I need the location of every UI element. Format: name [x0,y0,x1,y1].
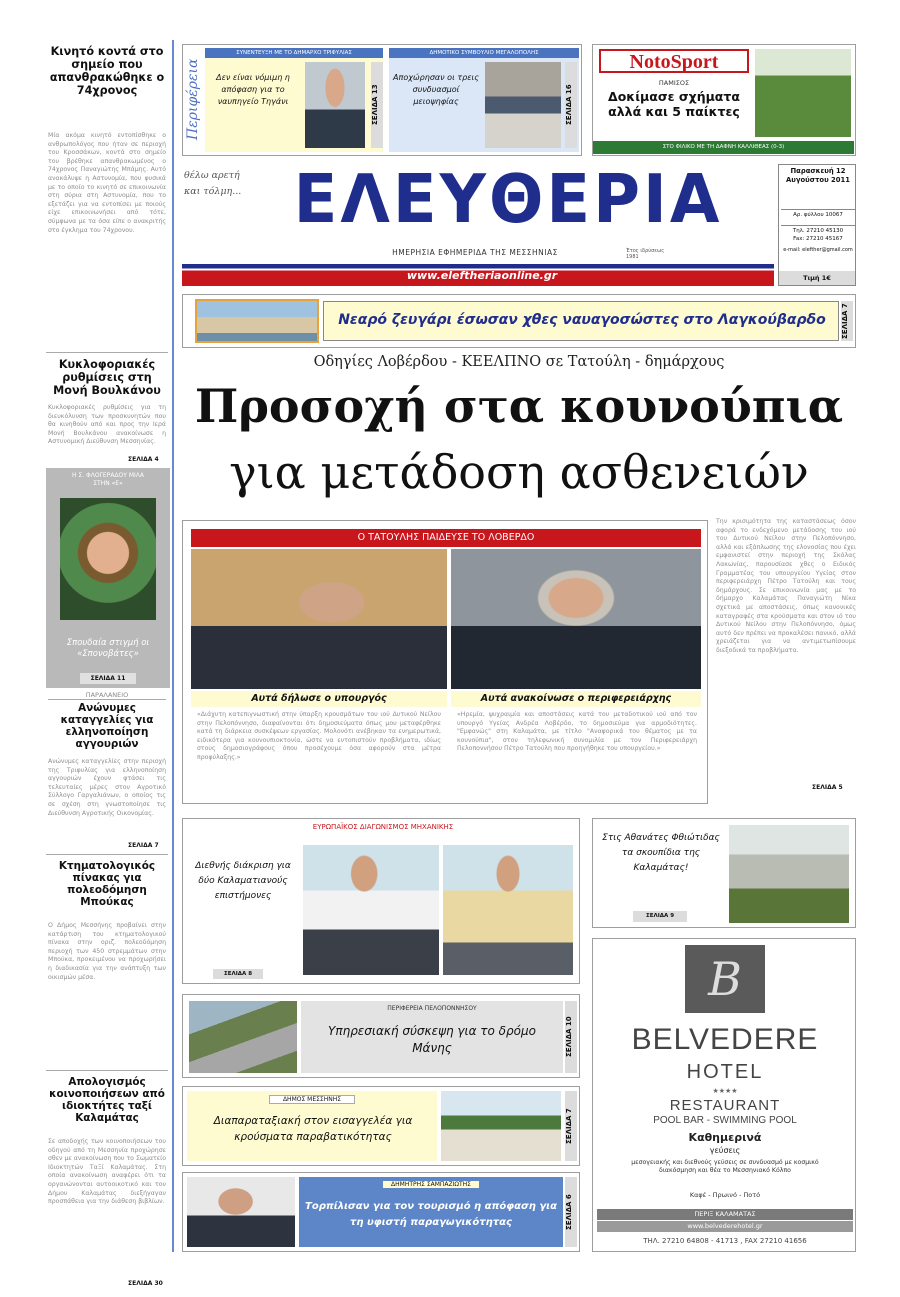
belvedere-restaurant: RESTAURANT [669,1097,781,1114]
story3-body: Ανώνυμες καταγγελίες στην περιοχή της Τριφυλίας για ελληνοποίηση αγγουριών έχουν φτάσει τις τελευταίες μέρες στον Αγροτικό Σύλλογο Γαργαλιάνων, ο οποίος τις σε σχέση στη γνωστοποίησε τις Διεύθυνση Αγροτικής Οικονομίας. [48,758,166,817]
belvedere-stars: ★★★★ [712,1087,738,1095]
peripheria-side-tag: ΣΕΛΙΔΑ 10 [565,1001,577,1073]
story3-page-ref: ΣΕΛΙΔΑ 7 [128,842,159,849]
date-text: Παρασκευή 12 Αυγούστου 2011 [786,167,850,184]
belvedere-hotel: HOTEL [686,1061,764,1083]
belvedere-ad[interactable] [592,938,856,1252]
euro-photo-1 [303,845,439,975]
euro-photo-2 [443,845,573,975]
sampazotis-box[interactable] [182,1172,580,1252]
banner-headline: Νεαρό ζευγάρι έσωσαν χθες ναυαγοσώστες στο Λαγκούβαρδο [338,312,826,328]
messini-headline-box [187,1091,437,1161]
belvedere-web[interactable]: www.belvederehotel.gr [597,1221,853,1232]
belvedere-pool: POOL BAR - SWIMMING POOL [653,1115,797,1126]
teaser-2[interactable] [389,48,579,152]
story3-title: Ανώνυμες καταγγελίες για ελληνοποίηση αγγουριών [60,702,154,750]
date-box [778,164,856,286]
story4-body: Ο Δήμος Μεσσήνης προβαίνει στην κατάρτιση του κτηματολογικού πίνακα στην οριζ. πολεοδόμηση περιοχή των 450 στρεμμάτων στην Μπούκα, προκειμένου να προχωρήσει η διαδικασία για την ανάπτυξη των οικισμών μέσα. [48,922,166,981]
peripheria-headline: Υπηρεσιακή σύσκεψη για το δρόμο Μάνης [328,1024,536,1055]
url-bar[interactable] [182,264,774,286]
lead-kicker: Οδηγίες Λοβέρδου - ΚΕΕΛΠΝΟ σε Τατούλη - δημάρχους [313,354,725,370]
caption-right: Αυτά ανακοίνωσε ο περιφερειάρχης [451,691,701,707]
belvedere-daily2: γεύσεις [709,1146,741,1155]
portrait-photo [60,498,156,620]
story1-title: Κινητό κοντά στο σημείο που απανθρακώθηκε ο 74χρονος [49,45,165,97]
belvedere-name: BELVEDERE [631,1023,819,1056]
price-text: Τιμή 1€ [779,271,855,285]
story5-body: Σε αποδοχής των κοινοποιήσεων του οδηγού από τη Μεσσηνία προχώρησε σθεν με ανακοίνωση που το Σωματείο Ιδιοκτητών ΤαΞί Καλαμάτας. Στη οποία ανακοίνωση αναφέρει ότι τα οργανώνονται αυτοοικοτικό και τον Δήμου Καλαμάτας διεξήγαγαν προσπάθεια για την διάθεση βιβλίων. [48,1138,166,1206]
belvedere-tags: Καφέ - Πρωινό - Ποτό [689,1191,761,1199]
left-photo-box[interactable] [46,468,170,688]
athanates-box[interactable] [592,818,856,928]
messini-headline: Διαπαραταξιακή στον εισαγγελέα για κρούσματα παραβατικότητας [213,1115,413,1143]
banner-headline-box [323,301,839,341]
belvedere-monogram: B [685,945,765,1013]
masthead-slogan: θέλω αρετή και τόλμη... [184,170,242,197]
caption-left: Αυτά δήλωσε ο υπουργός [191,691,447,707]
left-column [38,40,174,1287]
messini-kicker: ΔΗΜΟΣ ΜΕΣΣΗΝΗΣ [269,1095,355,1104]
peripheria-kicker: ΠΕΡΙΦΕΡΕΙΑ ΠΕΛΟΠΟΝΝΗΣΟΥ [387,1005,477,1012]
teaser-2-kicker: ΔΗΜΟΤΙΚΟ ΣΥΜΒΟΥΛΙΟ ΜΕΓΑΛΟΠΟΛΗΣ [389,48,579,58]
notosport-box[interactable] [592,44,856,156]
masthead-subtitle: ΗΜΕΡΗΣΙΑ ΕΦΗΜΕΡΙΔΑ ΤΗΣ ΜΕΣΣΗΝΙΑΣ [392,248,558,257]
sampazotis-headline-box [299,1177,563,1247]
euro-kicker: ΕΥΡΩΠΑΪΚΟΣ ΔΙΑΓΩΝΙΣΜΟΣ ΜΗΧΑΝΙΚΗΣ [312,823,454,831]
story2-title: Κυκλοφοριακές ρυθμίσεις στη Μονή Βουλκάνου [53,358,161,397]
sampazotis-photo [187,1177,295,1247]
lead-text-side: Την κρισιμότητα της καταστάσεως όσον αφορά το ενδεχόμενο μετάδοσης του ιού του Δυτικού Νείλου στην Πελοπόννησο, αλλά και εξάπλωσης της ελονοσίας που έχει εμφανιστεί στην περιοχή της Σκάλας Λακωνίας, παρουσίασε χθες ο Ειδικός Γραμματέας του υπουργείου Υγείας στον περιφερειάρχη Πέτρο Τατούλη και τους δημάρχους. Σε επικοινωνία μας με το δήμαρχο Καλαμάτας Παναγιώτη Νίκα σχετικά με αποστάσεις, όπως κανονικές καταγραφές στα κρούσματα και στον ιό του Δυτικού Νείλου στην Πελοπόννησο, όμως αυτό δεν πρέπει να προκαλέσει πανικό, αλλά χρειάζεται για να αντιμετωπίσουμε διεξοδικά τα προβλήματα. [716,518,856,654]
teaser-2-page-tag: ΣΕΛΙΔΑ 16 [565,62,577,148]
banner-page-tag: ΣΕΛΙΔΑ 7 [841,301,853,341]
issue-number: Αρ. φύλλου 10067 [781,209,855,218]
photo-box-label: Η Σ. ΦΛΟΓΕΡΑΔΟΥ ΜΙΛΑ ΣΤΗΝ «Ε» [72,472,144,487]
athanates-photo [729,825,849,923]
sampazotis-side-tag: ΣΕΛΙΔΑ 6 [565,1177,577,1247]
lead-text-right: «Ηρεμία, ψυχραιμία και αποστάσεις κατά του μεταδοτικού ιού από τον υπουργό Υγείας Ανδρέα Λοβέρδο, το δημοσιεύμα για αρμοδιότητες. "Εμφανώς" στη Καλαμάτα, με τίτλο "Αναφορικά του θέματος με τα κουνούπια", στον τηλεφωνική συνομιλία με τον Περιφερειάρχη Πελοποννήσου Πέτρο Τατούλη που προηγήθηκε του υπουργείου.» [457,711,697,753]
peripheria-headline-box [301,1001,563,1073]
notosport-kicker: ΠΑΜΙΣΟΣ [658,79,690,87]
email-text: e-mail: elefther@gmail.com [783,247,853,253]
story2-body: Κυκλοφοριακές ρυθμίσεις για τη διευκόλυνση των προσκυνητών που θα κινηθούν από και προς την Ιερά Μονή Βουλκάνου ανακοίνωσε η Αστυνομική Διεύθυνση Μεσσηνίας. [48,404,166,446]
notosport-footer: ΣΤΟ ΦΙΛΙΚΟ ΜΕ ΤΗ ΔΑΦΝΗ ΚΑΛΛΙΘΕΑΣ (0-3) [593,141,854,154]
teaser-1-kicker: ΣΥΝΕΝΤΕΥΞΗ ΜΕ ΤΟ ΔΗΜΑΡΧΟ ΤΡΙΦΥΛΙΑΣ [205,48,383,58]
photo-box-caption: Σπουδαία στιγμή οι «Σπονοβάτες» [66,638,150,659]
euro-box[interactable] [182,818,580,984]
banner-box[interactable] [182,294,856,348]
road-photo [189,1001,297,1073]
masthead-title: ΕΛΕΥΘΕΡΙΑ [293,161,723,239]
teaser-strip [182,44,582,156]
notosport-logo: NotoSport [599,49,749,73]
messini-photo [441,1091,561,1161]
lead-headline-1: Προσοχή στα κουνούπια [194,379,844,433]
tel-text: Τηλ. 27210 45130 [781,225,855,234]
notosport-headline: Δοκίμασε σχήματα αλλά και 5 παίκτες [608,89,740,119]
story2-page-ref: ΣΕΛΙΔΑ 4 [128,456,159,463]
tatoulis-photo[interactable] [451,549,701,689]
story1-body: Μία ακόμα κινητό εντοπίσθηκε ο ανθρωπολόγος που ήταν σε περιοχή του Κροσσάκων, κοντά στο σημείο του βρέθηκε απανθρακωμένος ο 74χρονος Παναγιώτης Μπάμης. Αυτό ανακάλυψε η Αστυνομία, που φυσικά με το οποίο το κινητό σε επικοινωνία στη σύρια στη Αστυνομία, που το εξετάζει για να εντοπίσει με ποιούς είχε επικοινωνήσει από τότε, σύμφωνα με τα όσα είπε ο ανακριτής στο έγκλημα του 74χρονου. [48,132,166,234]
belvedere-desc: μεσογειακής και διεθνούς γεύσεις σε συνδυασμό με κοσμικό διακόσμηση και θέα το Μεσσηνιακό Κόλπο [631,1159,819,1174]
lead-side-page-ref: ΣΕΛΙΔΑ 5 [812,784,843,791]
euro-page-ref: ΣΕΛΙΔΑ 8 [213,969,263,979]
masthead-founded: Έτος ιδρύσεως 1981 [626,248,665,260]
banner-photo [195,299,319,343]
photo-box-page-ref: ΣΕΛΙΔΑ 11 [80,673,136,684]
story3-kicker: ΠΑΡΑΛΑΝΕΙΟ [48,691,166,700]
lead-headline-2: για μετάδοση ασθενειών [229,445,809,499]
messini-box[interactable] [182,1086,580,1166]
teaser-1-text: Δεν είναι νόμιμη η απόφαση για το ναυπηγείο Τηγάνι [216,73,290,106]
euro-headline: Διεθνής διάκριση για δύο Καλαματιανούς επιστήμονες [195,861,291,901]
belvedere-location: ΠΕΡΙΞ ΚΑΛΑΜΑΤΑΣ [597,1209,853,1220]
belvedere-phones: ΤΗΛ. 27210 64808 - 41713 , FAX 27210 41656 [643,1237,807,1245]
teaser-1-photo [305,62,365,148]
teaser-2-photo [485,62,561,148]
lead-photo-block [182,520,708,804]
belvedere-daily: Καθημερινά [688,1131,762,1144]
peripheria-label: Περιφέρεια [185,58,201,140]
athanates-headline: Στις Αθανάτες Φθιώτιδας τα σκουπίδια της Καλαμάτας! [602,833,720,873]
messini-side-tag: ΣΕΛΙΔΑ 7 [565,1091,577,1161]
lead-photo-bar: Ο ΤΑΤΟΥΛΗΣ ΠΑΙΔΕΥΣΕ ΤΟ ΛΟΒΕΡΔΟ [191,529,701,547]
story4-title: Κτηματολογικός πίνακας για πολεοδόμηση Μπούκας [58,860,156,908]
lovedos-photo[interactable] [191,549,447,689]
teaser-2-text: Αποχώρησαν οι τρεις συνδυασμοί μειοψηφίας [393,73,479,106]
story5-title: Απολογισμός κοινοποιήσεων από ιδιοκτήτες ταξί Καλαμάτας [49,1076,165,1124]
notosport-photo [755,49,851,137]
athanates-page-ref: ΣΕΛΙΔΑ 9 [633,911,687,922]
sampazotis-headline: Τορπίλισαν για τον τουρισμό η απόφαση για τη υφιστή παραγωγικότητας [305,1201,557,1228]
sampazotis-kicker: ΔΗΜΗΤΡΗΣ ΣΑΜΠΑΖΙΩΤΗΣ [383,1181,479,1188]
peripheria-box[interactable] [182,994,580,1078]
teaser-1-page-tag: ΣΕΛΙΔΑ 13 [371,62,383,148]
masthead-url: www.eleftheriaonline.gr [406,269,558,282]
teaser-1[interactable] [205,48,383,152]
story5-page-ref: ΣΕΛΙΔΑ 30 [128,1280,163,1287]
fax-text: Fax: 27210 45167 [793,236,843,242]
lead-text-left: «Διάχυτη κατεπιγνωστική στην ύπαρξη κρουσμάτων του ιού Δυτικού Νείλου στην Πελοπόννησο, διαφαίνονται ότι δημοσιεύματα όπως μου μεταφέρθηκε κατά τη διάρκεια συσκέψεων εργασίας. Μολονότι ανέβηκαν τα ενημερωτικά, ειδικότερα για κουνουπιοκτονία, ώστε να εντοπιστούν προβλήματα, ιδίως στους δημοσιογράφους όπου προσέχουμε όσα αφορούν στα μέτρα προφύλαξης.» [197,711,441,761]
